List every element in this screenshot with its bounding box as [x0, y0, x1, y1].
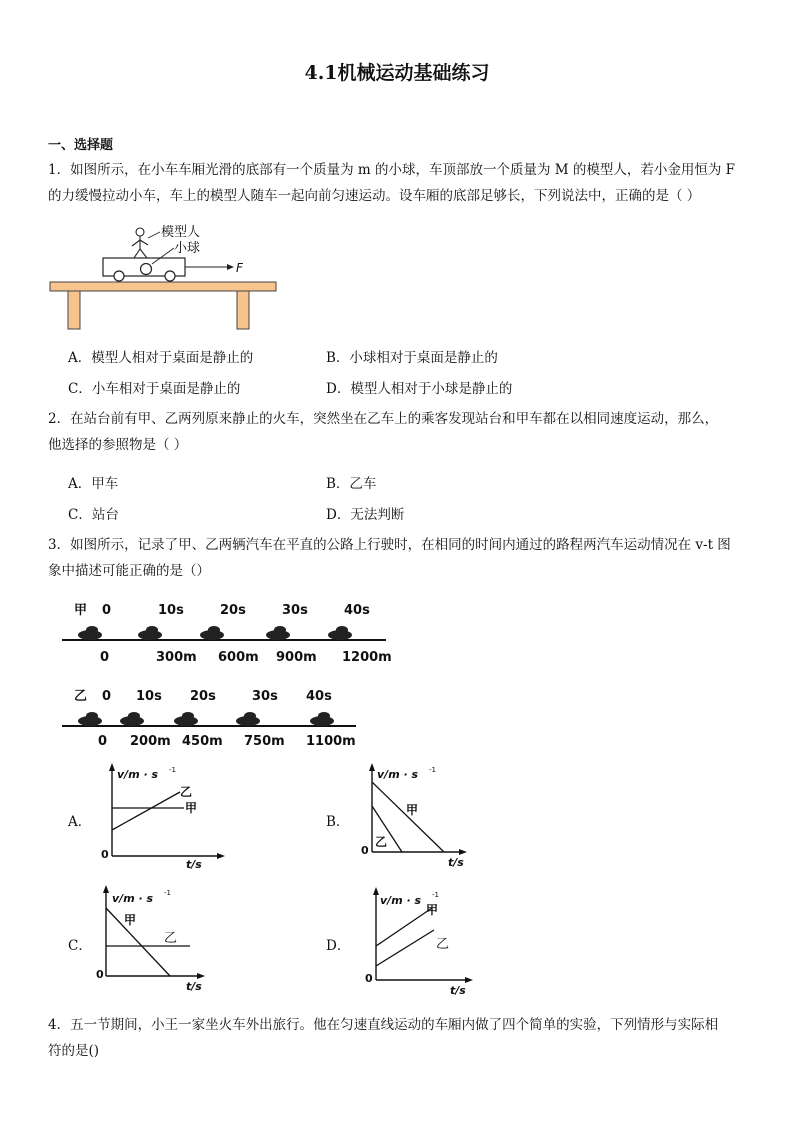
graph-c-ylabel: v/m · s	[112, 892, 154, 905]
track-jia-time-1: 10s	[158, 603, 184, 618]
track-yi-time-2: 20s	[190, 689, 216, 704]
track-yi-cars	[78, 712, 334, 726]
track-yi-dist-1: 200m	[130, 734, 171, 749]
graph-d-xlabel: t/s	[450, 984, 466, 996]
track-jia-dist-4: 1200m	[342, 650, 392, 665]
cart-wheel-left	[114, 271, 124, 281]
question-1-line-2: 的力缓慢拉动小车，车上的模型人随车一起向前匀速运动。设车厢的底部足够长，下列说法中，正确的是（ ）	[48, 188, 701, 204]
graph-b-jia-label: 甲	[406, 803, 419, 817]
graph-a	[92, 760, 228, 870]
question-2-text	[48, 406, 748, 458]
graph-d-origin: 0	[365, 972, 373, 985]
graph-d-line-jia	[376, 908, 432, 946]
question-4-line-1: 4．五一节期间，小王一家坐火车外出旅行。他在匀速直线运动的车厢内做了四个简单的实验，下列情形与实际相	[48, 1017, 719, 1033]
track-jia-time-4: 40s	[344, 603, 370, 618]
table-leg-right	[237, 291, 249, 329]
track-jia-cars	[78, 626, 352, 640]
graph-d-line-yi	[376, 930, 434, 966]
track-jia-time-2: 20s	[220, 603, 246, 618]
question-3-line-1: 3．如图所示，记录了甲、乙两辆汽车在平直的公路上行驶时，在相同的时间内通过的路程两汽车运动情况在 v-t 图	[48, 537, 731, 553]
track-jia-name: 甲	[74, 603, 88, 618]
track-yi-time-4: 40s	[306, 689, 332, 704]
graph-d-ysup: -1	[432, 891, 439, 899]
graph-a-origin: 0	[101, 848, 109, 861]
graph-a-jia-label: 甲	[185, 801, 198, 815]
q2-option-a[interactable]: A．甲车	[68, 476, 119, 492]
page-title: 4.1机械运动基础练习	[304, 62, 490, 84]
graph-c	[88, 882, 214, 992]
graph-a-ylabel: v/m · s	[117, 768, 159, 781]
section-heading: 一、选择题	[48, 138, 114, 153]
track-yi-dist-2: 450m	[182, 734, 223, 749]
question-2-line-2: 他选择的参照物是（ ）	[48, 437, 188, 453]
track-jia-dist-2: 600m	[218, 650, 259, 665]
table-top	[50, 282, 276, 291]
graph-d-yi-label: 乙	[436, 937, 450, 952]
q3-option-a[interactable]: A．	[68, 814, 92, 830]
q1-option-b[interactable]: B．小球相对于桌面是静止的	[326, 350, 498, 366]
q2-option-b[interactable]: B．乙车	[326, 476, 377, 492]
question-1-text	[48, 157, 748, 209]
graph-a-line-yi	[112, 792, 180, 830]
model-person-head	[136, 228, 144, 236]
graph-c-yi-label: 乙	[164, 931, 178, 946]
question-3-line-2: 象中描述可能正确的是（）	[48, 563, 210, 579]
track-jia-dist-1: 300m	[156, 650, 197, 665]
track-yi-time-0: 0	[102, 689, 112, 704]
track-jia-dist-3: 900m	[276, 650, 317, 665]
q2-option-d[interactable]: D．无法判断	[326, 507, 405, 523]
track-yi-figure	[56, 684, 396, 754]
cart-wheel-right	[165, 271, 175, 281]
q1-option-d[interactable]: D．模型人相对于小球是静止的	[326, 381, 513, 397]
graph-a-yi-label: 乙	[180, 785, 193, 799]
graph-b-origin: 0	[361, 844, 369, 857]
graph-c-line-jia	[106, 908, 170, 976]
track-yi-name: 乙	[74, 689, 88, 704]
q3-option-c[interactable]: C．	[68, 938, 92, 954]
graph-a-ysup: -1	[169, 766, 176, 774]
q3-option-d[interactable]: D．	[326, 938, 351, 954]
q1-option-c[interactable]: C．小车相对于桌面是静止的	[68, 381, 241, 397]
cart-figure	[48, 218, 280, 334]
track-yi-dist-4: 1100m	[306, 734, 356, 749]
track-jia-time-3: 30s	[282, 603, 308, 618]
graph-d-jia-label: 甲	[426, 903, 439, 917]
graph-b-yi-label: 乙	[375, 835, 388, 849]
graph-c-xlabel: t/s	[186, 980, 202, 992]
graph-a-xlabel: t/s	[186, 858, 202, 870]
ball-label: 小球	[174, 241, 201, 256]
graph-c-jia-label: 甲	[124, 913, 137, 927]
question-4-text	[48, 1012, 748, 1064]
q3-option-b[interactable]: B．	[326, 814, 350, 830]
graph-c-ysup: -1	[164, 889, 171, 897]
track-jia-time-0: 0	[102, 603, 112, 618]
graph-b-ylabel: v/m · s	[377, 768, 419, 781]
track-yi-time-1: 10s	[136, 689, 162, 704]
q1-option-a[interactable]: A．模型人相对于桌面是静止的	[68, 350, 254, 366]
track-jia-figure	[56, 598, 396, 670]
graph-b-xlabel: t/s	[448, 856, 464, 869]
track-yi-dist-0: 0	[98, 734, 108, 749]
question-3-text	[48, 532, 748, 584]
graph-d	[356, 884, 478, 996]
track-jia-dist-0: 0	[100, 650, 110, 665]
ball	[141, 264, 152, 275]
graph-b-ysup: -1	[429, 766, 436, 774]
model-person-label: 模型人	[161, 225, 201, 240]
table-leg-left	[68, 291, 80, 329]
question-2-line-1: 2．在站台前有甲、乙两列原来静止的火车，突然坐在乙车上的乘客发现站台和甲车都在以相同速度运动，那么，	[48, 411, 719, 427]
force-label: F	[236, 261, 243, 275]
graph-c-origin: 0	[96, 968, 104, 981]
question-4-line-2: 符的是()	[48, 1043, 100, 1059]
track-yi-time-3: 30s	[252, 689, 278, 704]
graph-b	[352, 760, 472, 870]
graph-d-ylabel: v/m · s	[380, 894, 422, 907]
q2-option-c[interactable]: C．站台	[68, 507, 119, 523]
track-yi-dist-3: 750m	[244, 734, 285, 749]
question-1-line-1: 1．如图所示，在小车车厢光滑的底部有一个质量为 m 的小球，车顶部放一个质量为 M 的模型人，若小金用恒为 F	[48, 162, 736, 178]
